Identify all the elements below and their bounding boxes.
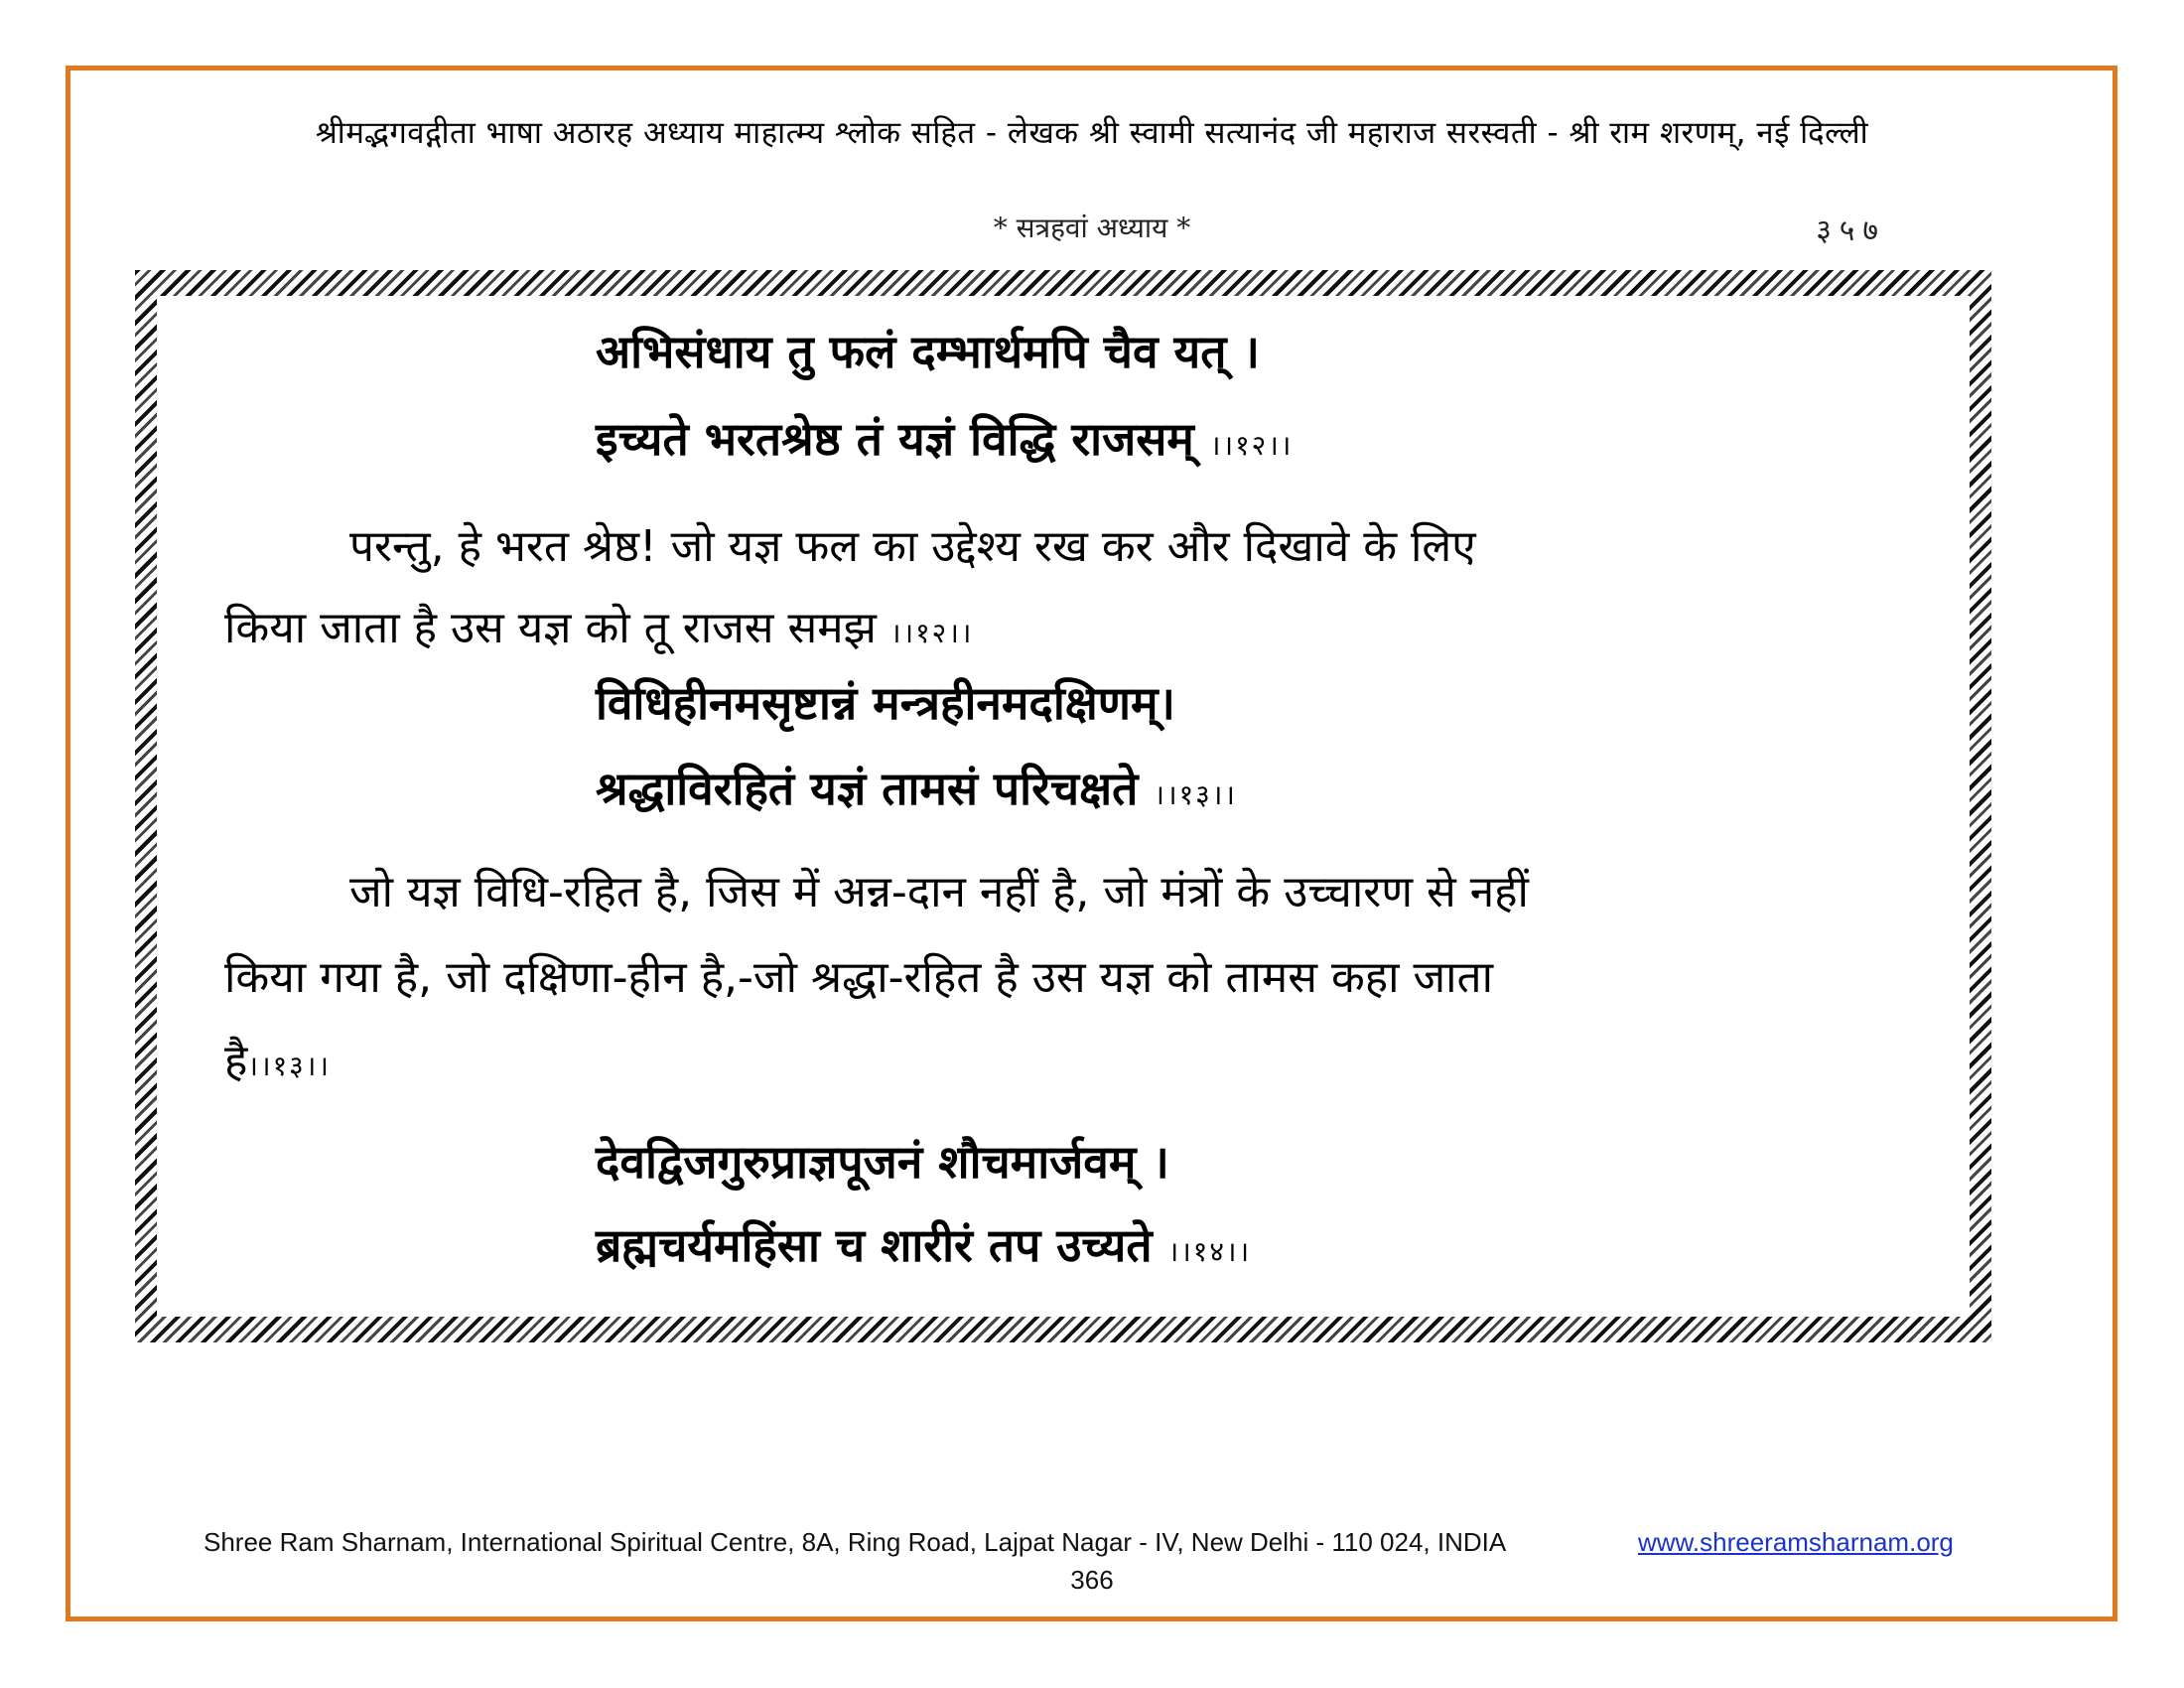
verse-13-number: ।।१३।।	[1154, 778, 1237, 811]
prose-12-number: ।।१२।।	[889, 617, 974, 649]
verse-13-line-2	[596, 757, 1237, 818]
page-header: श्रीमद्भगवद्गीता भाषा अठारह अध्याय माहात्म्य श्लोक सहित - लेखक श्री स्वामी सत्यानंद जी महाराज सरस्वती - श्री राम शरणम्, नई दिल्ली	[315, 115, 1869, 151]
prose-13-line-2: किया गया है, जो दक्षिणा-हीन है,-जो श्रद्धा-रहित है उस यज्ञ को तामस कहा जाता	[224, 952, 1494, 1003]
verse-14-number: ।।१४।।	[1167, 1235, 1252, 1268]
prose-13-number: ।।१३।।	[247, 1050, 331, 1082]
footer-page-number: 366	[1070, 1565, 1114, 1595]
prose-12-line-1: परन्तु, हे भरत श्रेष्ठ! जो यज्ञ फल का उद्देश्य रख कर और दिखावे के लिए	[349, 521, 1476, 572]
scan-page-number: ३५७	[1816, 213, 1886, 248]
website-link[interactable]: www.shreeramsharnam.org	[1638, 1527, 1954, 1557]
prose-13-text: है	[224, 1036, 248, 1086]
prose-12-text: किया जाता है उस यज्ञ को तू राजस समझ	[224, 603, 877, 653]
verse-12-line-2	[596, 407, 1293, 469]
verse-12-line-1: अभिसंधाय तु फलं दम्भार्थमपि चैव यत् ।	[596, 325, 1260, 378]
verse-12-text: इच्यते भरतश्रेष्ठ तं यज्ञं विद्धि राजसम्	[596, 412, 1194, 466]
verse-13-line-1: विधिहीनमसृष्टान्नं मन्त्रहीनमदक्षिणम्।	[596, 676, 1175, 730]
verse-14-line-1: देवद्विजगुरुप्राज्ञपूजनं शौचमार्जवम् ।	[596, 1135, 1169, 1189]
verse-12-number: ।।१२।।	[1209, 429, 1294, 462]
footer-address: Shree Ram Sharnam, International Spiritual Centre, 8A, Ring Road, Lajpat Nagar - IV, New Delhi - 110 024, INDIA	[204, 1527, 1507, 1557]
prose-13-line-1: जो यज्ञ विधि-रहित है, जिस में अन्न-दान नहीं है, जो मंत्रों के उच्चारण से नहीं	[349, 867, 1529, 917]
prose-13-line-3	[224, 1029, 331, 1088]
verse-14-text: ब्रह्मचर्यमहिंसा च शारीरं तप उच्यते	[596, 1218, 1153, 1272]
chapter-title: * सत्रहवां अध्याय *	[993, 211, 1191, 244]
verse-14-line-2	[596, 1213, 1251, 1275]
verse-13-text: श्रद्धाविरहितं यज्ञं तामसं परिचक्षते	[596, 762, 1139, 815]
prose-12-line-2	[224, 596, 973, 655]
